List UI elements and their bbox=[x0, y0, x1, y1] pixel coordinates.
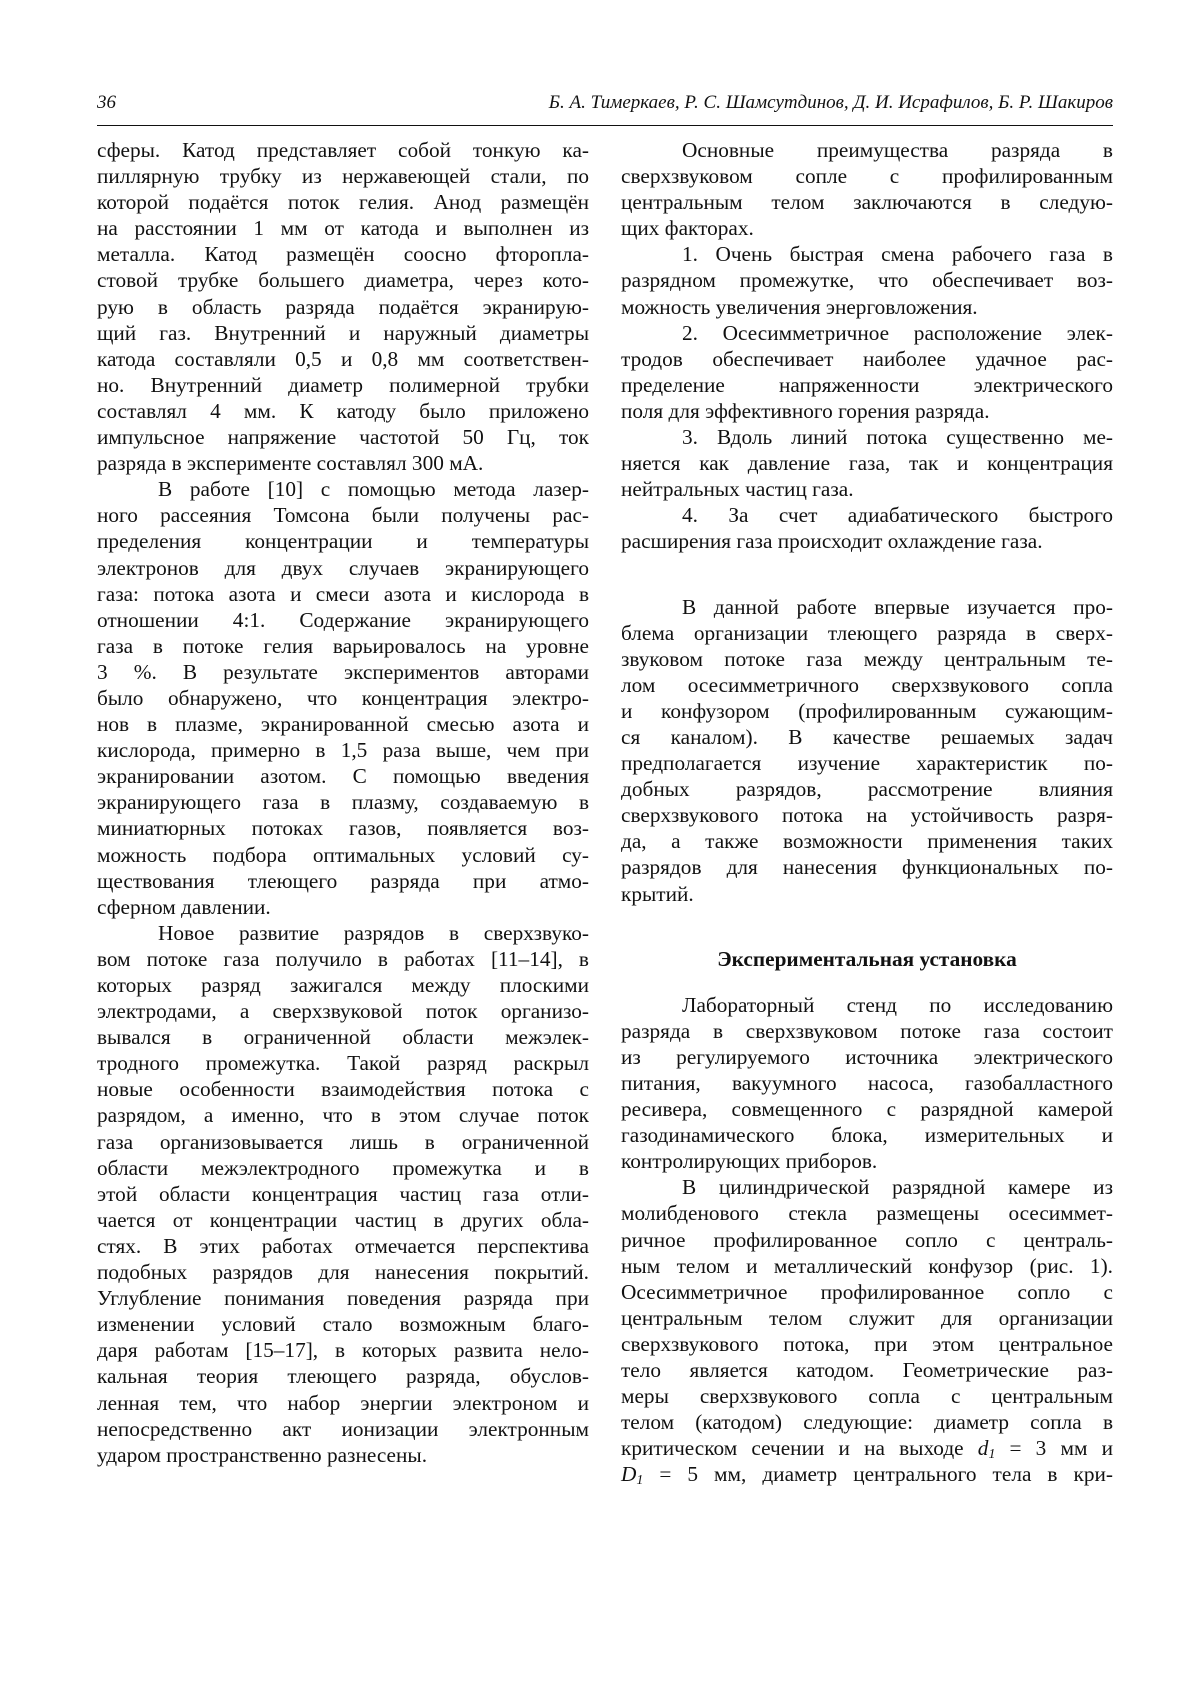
text-line: ричное профилированное сопло с централь- bbox=[621, 1227, 1113, 1252]
text-line: разряда в эксперименте составлял 300 мА. bbox=[97, 451, 484, 476]
text-line: ленная тем, что набор энергии электроном и bbox=[97, 1390, 589, 1415]
text-line: 3. Вдоль линий потока существенно ме- bbox=[682, 425, 1113, 450]
text-line: поля для эффективного горения разряда. bbox=[621, 398, 990, 423]
text-line: пиллярную трубку из нержавеющей стали, по bbox=[97, 164, 589, 189]
text-line: которой подаётся поток гелия. Анод размещён bbox=[97, 190, 589, 215]
text-line: которых разряд зажигался между плоскими bbox=[97, 973, 589, 997]
text-line: 4. За счет адиабатического быстрого bbox=[682, 503, 1113, 528]
text-line: вом потоке газа получило в работах [11–14], в bbox=[97, 946, 589, 971]
text-line: можность подбора оптимальных условий су- bbox=[97, 842, 589, 867]
text-line: нов в плазме, экранированной смесью азота и bbox=[97, 712, 589, 737]
symbol-D1 bbox=[621, 1462, 643, 1486]
text-line: составлял 4 мм. К катоду было приложено bbox=[97, 398, 589, 423]
text-line: газодинамического блока, измерительных и bbox=[621, 1123, 1113, 1148]
text-line: предполагается изучение характеристик по- bbox=[621, 751, 1113, 776]
text-line: 3 %. В результате экспериментов авторами bbox=[97, 659, 589, 684]
text-line: сферы. Катод представляет собой тонкую ка- bbox=[97, 138, 589, 162]
text-line: изменении условий стало возможным благо- bbox=[97, 1312, 589, 1337]
text-line: металла. Катод размещён соосно фторопла- bbox=[97, 242, 589, 267]
text-line: тродов обеспечивает наиболее удачное рас- bbox=[621, 346, 1113, 371]
text-line: катода составляли 0,5 и 0,8 мм соответствен- bbox=[97, 346, 589, 371]
text-line: телом (катодом) следующие: диаметр сопла в bbox=[621, 1410, 1113, 1435]
text-line: питания, вакуумного насоса, газобалластного bbox=[621, 1071, 1113, 1095]
text-line: газа в потоке гелия варьировалось на уровне bbox=[97, 633, 589, 658]
text-line: на расстоянии 1 мм от катода и выполнен из bbox=[97, 216, 589, 241]
text-line: лом осесимметричного сверхзвукового сопла bbox=[621, 672, 1113, 697]
text-line: блема организации тлеющего разряда в сверх- bbox=[621, 620, 1113, 645]
text-line: миниатюрных потоках газов, появляется воз- bbox=[97, 816, 589, 841]
text-line: было обнаружено, что концентрация электро- bbox=[97, 685, 589, 710]
paragraph bbox=[621, 424, 1113, 502]
text-line: электродами, а сверхзвуковой поток организо- bbox=[97, 999, 589, 1024]
paragraph bbox=[97, 476, 589, 920]
text-line: разрядном промежутке, что обеспечивает воз- bbox=[621, 268, 1113, 293]
text-line: сверхзвуковом сопле с профилированным bbox=[621, 164, 1113, 189]
text-line: чается от концентрации частиц в других обла- bbox=[97, 1207, 589, 1232]
text-line: подобных разрядов для нанесения покрытий. bbox=[97, 1260, 589, 1285]
text-line: экранировании азотом. С помощью введения bbox=[97, 764, 589, 789]
paragraph bbox=[621, 137, 1113, 241]
formula-suffix: = 3 мм и bbox=[995, 1436, 1113, 1461]
symbol-D: D bbox=[621, 1462, 637, 1487]
text-line: центральным телом заключаются в следую- bbox=[621, 190, 1113, 215]
setup-block bbox=[621, 992, 1113, 1436]
paragraph bbox=[621, 502, 1113, 554]
text-line: ударом пространственно разнесены. bbox=[97, 1442, 428, 1467]
text-line: экранирующего газа в плазму, создаваемую в bbox=[97, 790, 589, 815]
text-line: но. Внутренний диаметр полимерной трубки bbox=[97, 372, 589, 397]
text-line: стях. В этих работах отмечается перспектива bbox=[97, 1233, 589, 1258]
text-line: контролирующих приборов. bbox=[621, 1149, 878, 1174]
text-line: непосредственно акт ионизации электронным bbox=[97, 1416, 589, 1441]
subscript-1: 1 bbox=[988, 1446, 996, 1462]
text-line: газа организовывается лишь в ограниченной bbox=[97, 1129, 589, 1154]
paragraph bbox=[621, 992, 1113, 1175]
header-rule bbox=[97, 125, 1113, 126]
section-spacer bbox=[621, 907, 1113, 946]
text-line: няется как давление газа, так и концентрация bbox=[621, 451, 1113, 476]
text-line: этой области концентрация частиц газа отли- bbox=[97, 1181, 589, 1206]
text-line: щих факторах. bbox=[621, 216, 754, 241]
paragraph bbox=[621, 320, 1113, 424]
text-line: молибденового стекла размещены осесиммет- bbox=[621, 1201, 1113, 1226]
heading-spacer bbox=[621, 972, 1113, 992]
text-line: рую в область разряда подаётся экранирую- bbox=[97, 294, 589, 319]
text-line: Основные преимущества разряда в bbox=[682, 138, 1113, 162]
text-line: пределения концентрации и температуры bbox=[97, 529, 589, 554]
aim-paragraph bbox=[621, 594, 1113, 907]
symbol-d1 bbox=[978, 1436, 996, 1460]
subscript-1: 1 bbox=[636, 1472, 644, 1488]
text-line: щий газ. Внутренний и наружный диаметры bbox=[97, 320, 589, 345]
formula-prefix: критическом сечении и на выходе bbox=[621, 1436, 978, 1461]
text-line: ного рассеяния Томсона были получены рас- bbox=[97, 503, 589, 528]
section-heading: Экспериментальная установка bbox=[717, 946, 1017, 971]
text-line: разрядов для нанесения функциональных по- bbox=[621, 855, 1113, 880]
text-line: области межэлектродного промежутка и в bbox=[97, 1155, 589, 1180]
text-line: да, а также возможности применения таких bbox=[621, 829, 1113, 854]
text-line: можность увеличения энерговложения. bbox=[621, 294, 978, 319]
paragraph bbox=[97, 920, 589, 1468]
text-line: разрядом, а именно, что в этом случае поток bbox=[97, 1103, 589, 1128]
text-line: Лабораторный стенд по исследованию bbox=[682, 992, 1113, 1017]
text-line: Осесимметричное профилированное сопло с bbox=[621, 1279, 1113, 1304]
text-line: ществования тлеющего разряда при атмо- bbox=[97, 868, 589, 893]
text-line: даря работам [15–17], в которых развита нело- bbox=[97, 1338, 589, 1363]
text-line: кислорода, примерно в 1,5 раза выше, чем при bbox=[97, 738, 589, 763]
text-line: новые особенности взаимодействия потока с bbox=[97, 1077, 589, 1102]
text-line: вывался в ограниченной области межэлек- bbox=[97, 1025, 589, 1050]
text-line: В цилиндрической разрядной камере из bbox=[682, 1175, 1113, 1200]
paragraph-spacer bbox=[621, 555, 1113, 594]
text-line: сверхзвукового потока, при этом центральное bbox=[621, 1331, 1113, 1356]
text-line: тело является катодом. Геометрические раз- bbox=[621, 1358, 1113, 1383]
running-header bbox=[97, 92, 1113, 120]
text-line: В данной работе впервые изучается про- bbox=[682, 594, 1113, 619]
text-line: разряда в сверхзвуковом потоке газа состоит bbox=[621, 1018, 1113, 1043]
page-number: 36 bbox=[97, 92, 116, 113]
text-line: звуковом потоке газа между центральным те- bbox=[621, 646, 1113, 671]
text-line: и конфузором (профилированным сужающим- bbox=[621, 698, 1113, 723]
formula-suffix: = 5 мм, диаметр центрального тела в кри- bbox=[643, 1462, 1113, 1487]
text-line: ным телом и металлический конфузор (рис. 1). bbox=[621, 1253, 1113, 1278]
text-line: крытий. bbox=[621, 881, 694, 906]
text-line: стовой трубке большего диаметра, через кото- bbox=[97, 268, 589, 293]
text-line-formula-2 bbox=[621, 1461, 1113, 1487]
text-line: тродного промежутка. Такой разряд раскрыл bbox=[97, 1051, 589, 1076]
running-header-authors: Б. А. Тимеркаев, Р. С. Шамсутдинов, Д. И. Исрафилов, Б. Р. Шакиров bbox=[548, 92, 1113, 113]
text-line: импульсное напряжение частотой 50 Гц, ток bbox=[97, 425, 589, 450]
text-line: нейтральных частиц газа. bbox=[621, 477, 854, 502]
left-column bbox=[97, 137, 589, 1468]
text-line: 2. Осесимметричное расположение элек- bbox=[682, 320, 1113, 345]
text-line: меры сверхзвукового сопла с центральным bbox=[621, 1384, 1113, 1409]
paragraph bbox=[621, 241, 1113, 319]
text-line: Углубление понимания поведения разряда при bbox=[97, 1286, 589, 1311]
text-line-formula-1 bbox=[621, 1435, 1113, 1461]
text-line: отношении 4:1. Содержание экранирующего bbox=[97, 607, 589, 632]
paragraph bbox=[97, 137, 589, 476]
text-line: В работе [10] с помощью метода лазер- bbox=[158, 477, 589, 502]
text-line: пределение напряженности электрического bbox=[621, 372, 1113, 397]
text-line: сверхзвукового потока на устойчивость разря- bbox=[621, 803, 1113, 828]
text-line: кальная теория тлеющего разряда, обуслов- bbox=[97, 1364, 589, 1389]
text-line: 1. Очень быстрая смена рабочего газа в bbox=[682, 242, 1113, 267]
text-line: газа: потока азота и смеси азота и кислорода в bbox=[97, 581, 589, 606]
text-line: электронов для двух случаев экранирующего bbox=[97, 555, 589, 580]
advantages-block bbox=[621, 137, 1113, 555]
text-line: Новое развитие разрядов в сверхзвуко- bbox=[158, 920, 589, 945]
paragraph bbox=[621, 1174, 1113, 1435]
text-line: расширения газа происходит охлаждение газа. bbox=[621, 529, 1043, 554]
text-line: из регулируемого источника электрического bbox=[621, 1044, 1113, 1069]
text-line: ресивера, совмещенного с разрядной камерой bbox=[621, 1097, 1113, 1122]
text-line: ся каналом). В качестве решаемых задач bbox=[621, 724, 1113, 749]
text-line: добных разрядов, рассмотрение влияния bbox=[621, 777, 1113, 802]
text-line: сферном давлении. bbox=[97, 894, 271, 919]
symbol-d: d bbox=[977, 1436, 989, 1461]
text-line: центральным телом служит для организации bbox=[621, 1305, 1113, 1330]
right-column bbox=[621, 137, 1113, 1488]
